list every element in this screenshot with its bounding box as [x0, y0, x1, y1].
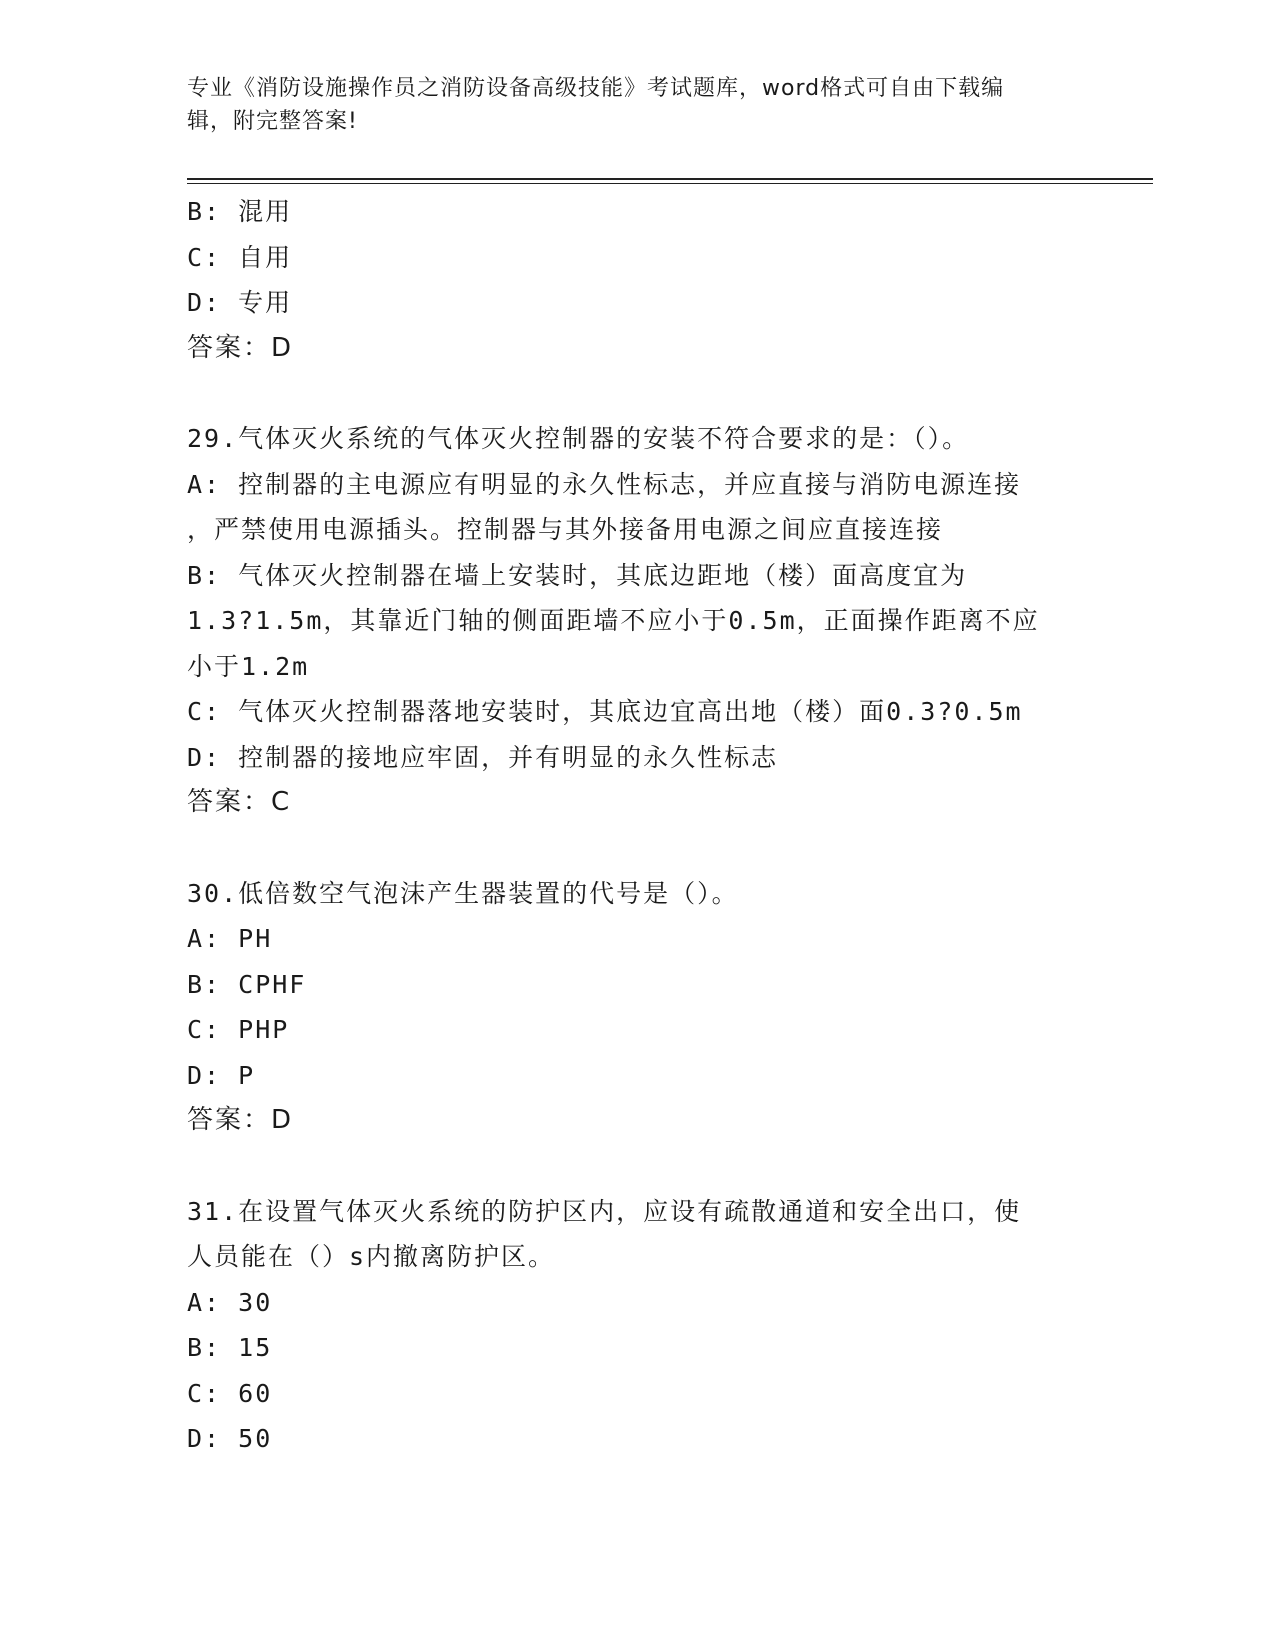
option-c: C: 自用	[187, 242, 293, 272]
option-a: A: 30	[187, 1287, 273, 1317]
option-b: B: CPHF	[187, 969, 307, 999]
option-a-line-1: A: 控制器的主电源应有明显的永久性标志，并应直接与消防电源连接	[187, 469, 1022, 499]
option-b-line-1: B: 气体灭火控制器在墙上安装时，其底边距地（楼）面高度宜为	[187, 560, 968, 590]
answer-line: 答案：C	[187, 787, 292, 817]
question-29	[187, 416, 1077, 826]
option-c: C: 60	[187, 1378, 273, 1408]
option-c: C: 气体灭火控制器落地安装时，其底边宜高出地（楼）面0.3?0.5m	[187, 697, 1023, 726]
question-31	[187, 1189, 1077, 1462]
option-b-line-3: 小于1.2m	[187, 651, 310, 681]
question-text-line-2: 人员能在（）s内撤离防护区。	[187, 1242, 556, 1271]
question-text: 30.低倍数空气泡沫产生器装置的代号是（）。	[187, 878, 739, 908]
header-line-1: 专业《消防设施操作员之消防设备高级技能》考试题库，word格式可自由下载编	[187, 76, 1005, 101]
option-d: D: P	[187, 1060, 256, 1090]
question-text-line-1: 31.在设置气体灭火系统的防护区内，应设有疏散通道和安全出口，使	[187, 1196, 1022, 1226]
option-a-line-2: ，严禁使用电源插头。控制器与其外接备用电源之间应直接连接	[187, 515, 944, 544]
question-list	[187, 189, 1077, 1462]
option-c: C: PHP	[187, 1015, 290, 1044]
question-text: 29.气体灭火系统的气体灭火控制器的安装不符合要求的是：（）。	[187, 424, 970, 453]
spacer	[187, 1144, 1077, 1189]
spacer	[187, 826, 1077, 871]
option-d: D: 控制器的接地应牢固，并有明显的永久性标志	[187, 742, 779, 772]
option-a: A: PH	[187, 924, 273, 953]
answer-line: 答案：D	[187, 1105, 294, 1135]
question-30	[187, 871, 1077, 1144]
question-28-tail	[187, 189, 1077, 371]
header-line-2: 辑，附完整答案!	[187, 109, 358, 134]
option-b: B: 15	[187, 1333, 273, 1362]
answer-line: 答案：D	[187, 332, 294, 363]
document-header	[187, 72, 1067, 138]
option-d: D: 专用	[187, 288, 293, 317]
header-divider-thick	[187, 178, 1153, 180]
header-divider-thin	[187, 183, 1153, 184]
option-d: D: 50	[187, 1424, 273, 1453]
option-b-line-2: 1.3?1.5m，其靠近门轴的侧面距墙不应小于0.5m，正面操作距离不应	[187, 606, 1040, 635]
spacer	[187, 371, 1077, 416]
option-b: B: 混用	[187, 197, 293, 226]
